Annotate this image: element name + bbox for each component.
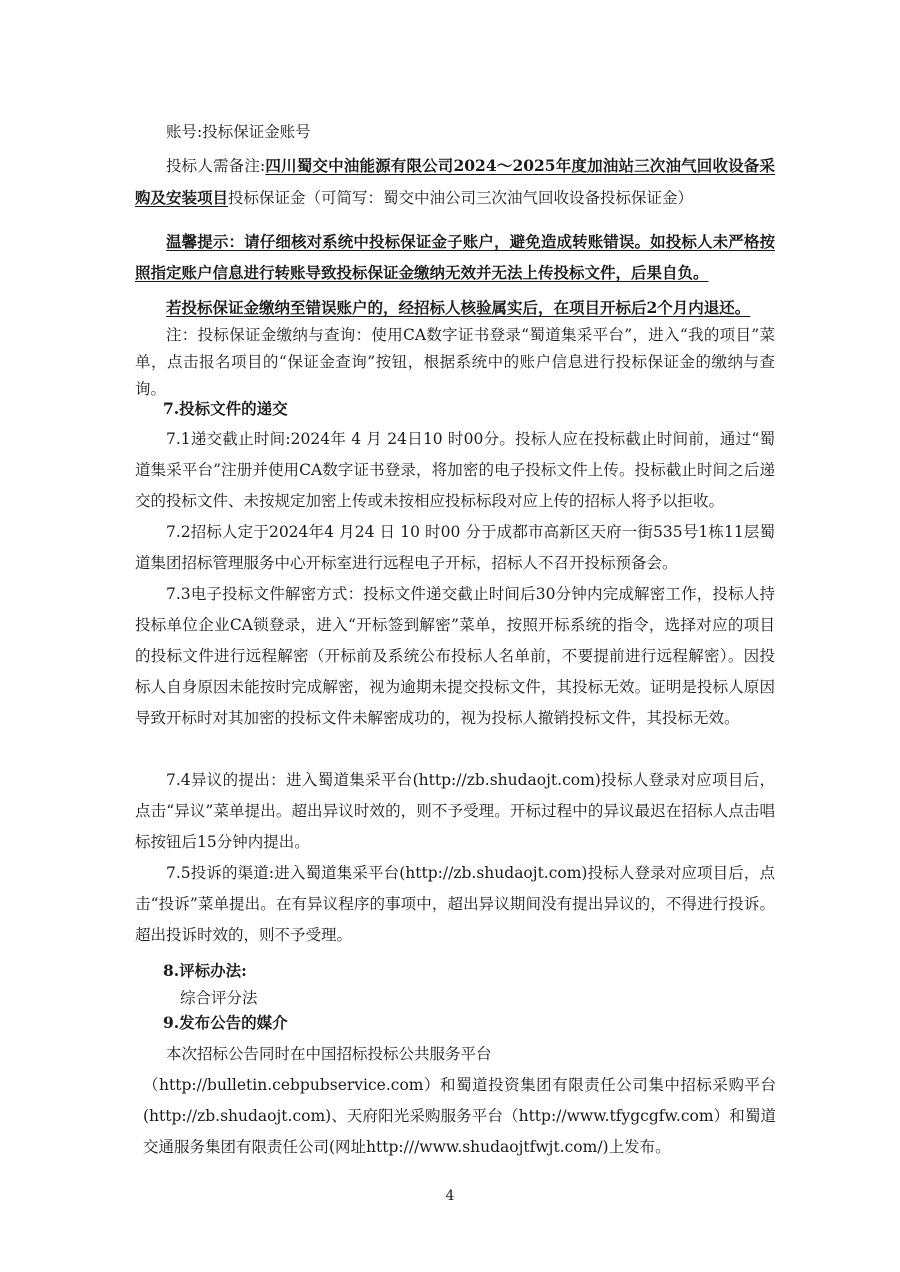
section-9-line1: 本次招标公告同时在中国招标投标公共服务平台: [166, 1045, 492, 1063]
remark-paragraph: [135, 150, 775, 214]
remark-suffix: 投标保证金（可简写：蜀交中油公司三次油气回收设备投标保证金）: [228, 189, 694, 207]
page-number: 4: [445, 1188, 455, 1204]
section-7-heading: 7.投标文件的递交: [163, 399, 288, 418]
remark-project: 四川蜀交中油能源有限公司2024～2025年度加油站三次油气回收设备采购及安装项目: [135, 156, 775, 207]
section-7-1: 7.1递交截止时间:2024年 4 月 24日10 时00分。投标人应在投标截止时间前，通过“蜀道集采平台”注册并使用CA数字证书登录，将加密的电子投标文件上传。投标截止时间之后递交的投标文件、未按规定加密上传或未按相应投标标段对应上传的招标人将予以拒收。: [135, 430, 775, 510]
remark-label: 投标人需备注:: [166, 157, 266, 175]
evaluation-method: 综合评分法: [180, 989, 258, 1007]
section-7-2: 7.2招标人定于2024年4 月24 日 10 时00 分于成都市高新区天府一街535号1栋11层蜀道集团招标管理服务中心开标室进行远程电子开标，招标人不召开投标预备会。: [135, 523, 775, 572]
section-7-5: 7.5投诉的渠道:进入蜀道集采平台(http://zb.shudaojt.com)投标人登录对应项目后，点击“投诉”菜单提出。在有异议程序的事项中，超出异议期间没有提出异议的，不得进行投诉。超出投诉时效的，则不予受理。: [135, 864, 775, 944]
section-7-4: 7.4异议的提出：进入蜀道集采平台(http://zb.shudaojt.com)投标人登录对应项目后，点击“异议”菜单提出。超出异议时效的，则不予受理。开标过程中的异议最迟在招标人点击唱标按钮后15分钟内提出。: [135, 771, 775, 851]
section-7-3: 7.3电子投标文件解密方式：投标文件递交截止时间后30分钟内完成解密工作，投标人持投标单位企业CA锁登录，进入“开标签到解密”菜单，按照开标系统的指令，选择对应的项目的投标文件进行远程解密（开标前及系统公布投标人名单前，不要提前进行远程解密）。因投标人自身原因未能按时完成解密，视为逾期未提交投标文件，其投标无效。证明是投标人原因导致开标时对其加密的投标文件未解密成功的，视为投标人撤销投标文件，其投标无效。: [135, 585, 775, 727]
warning-paragraph: 温馨提示：请仔细核对系统中投标保证金子账户，避免造成转账错误。如投标人未严格按照指定账户信息进行转账导致投标保证金缴纳无效并无法上传投标文件，后果自负。: [135, 232, 775, 282]
section-9-heading: 9.发布公告的媒介: [163, 1013, 288, 1032]
section-9-media: （http://bulletin.cebpubservice.com）和蜀道投资集团有限责任公司集中招标采购平台(http://zb.shudaojt.com)、天府阳光采购服务平台（http://www.tfygcgfw.com）和蜀道交通服务集团有限责任公司(网址http:///www.shudaojtfwjt.com/)上发布。: [143, 1076, 776, 1156]
section-8-heading: 8.评标办法:: [163, 961, 247, 980]
note-paragraph: 注：投标保证金缴纳与查询：使用CA数字证书登录“蜀道集采平台”，进入“我的项目”菜单，点击报名项目的“保证金查询”按钮，根据系统中的账户信息进行投标保证金的缴纳与查询。: [135, 326, 775, 398]
account-line: 账号:投标保证金账号: [166, 123, 311, 141]
refund-paragraph: 若投标保证金缴纳至错误账户的，经招标人核验属实后，在项目开标后2个月内退还。: [166, 298, 751, 317]
